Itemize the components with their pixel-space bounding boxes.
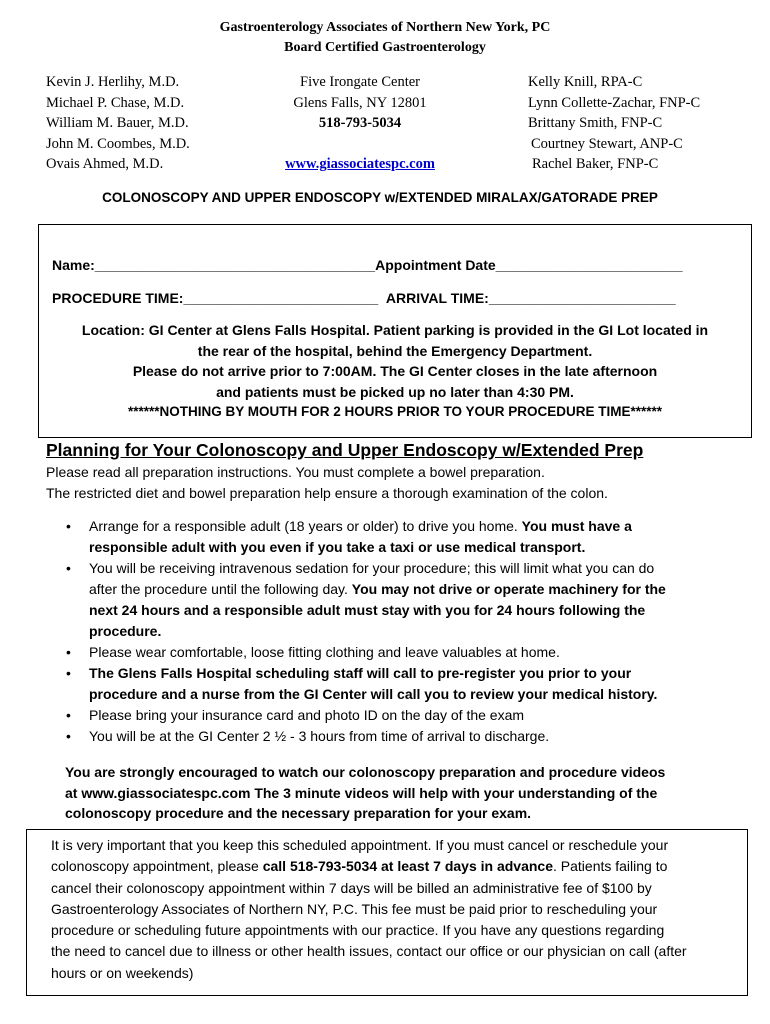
instruction-list bbox=[66, 516, 726, 747]
bullet-icon: • bbox=[66, 728, 71, 744]
bullet-icon: • bbox=[66, 560, 71, 576]
notice-text: It is very important that you keep this scheduled appointment. If you must cancel or reschedule your bbox=[51, 837, 669, 853]
instruction-item bbox=[66, 642, 726, 663]
notice-line bbox=[51, 856, 687, 877]
instruction-line bbox=[89, 600, 726, 621]
procedure-time-field[interactable]: _________________________ bbox=[183, 290, 379, 306]
instruction-text: Please wear comfortable, loose fitting clothing and leave valuables at home. bbox=[89, 644, 560, 660]
instruction-text: You will be receiving intravenous sedation for your procedure; this will limit what you can do bbox=[89, 560, 655, 576]
name-row bbox=[52, 257, 683, 273]
procedure-time-label: PROCEDURE TIME: bbox=[52, 290, 184, 306]
cancellation-notice bbox=[51, 835, 687, 984]
instruction-line bbox=[89, 684, 726, 705]
phone-number: 518-793-5034 bbox=[318, 115, 402, 131]
notice-text: Gastroenterology Associates of Northern NY, P.C. This fee must be paid prior to rescheduling your bbox=[51, 900, 658, 917]
instruction-text: next 24 hours and a responsible adult must stay with you for 24 hours following the bbox=[89, 602, 646, 618]
instruction-text: responsible adult with you even if you take a taxi or use medical transport. bbox=[89, 539, 586, 555]
instruction-item bbox=[66, 663, 726, 705]
address-line2: Glens Falls, NY 12801 bbox=[293, 94, 427, 111]
planning-title: Planning for Your Colonoscopy and Upper Endoscopy w/Extended Prep bbox=[46, 440, 644, 460]
name-field[interactable]: ____________________________________ bbox=[94, 257, 376, 273]
address-block bbox=[260, 72, 460, 175]
notice-text: the need to cancel due to illness or other health issues, contact our office or our physician on call (after bbox=[51, 943, 687, 960]
planning-intro bbox=[46, 462, 608, 504]
instruction-item bbox=[66, 558, 726, 642]
location-line: the rear of the hospital, behind the Emergency Department. bbox=[197, 342, 593, 359]
arrival-time-field[interactable]: ________________________ bbox=[488, 290, 676, 306]
video-notice bbox=[65, 762, 665, 824]
notice-text: cancel their colonoscopy appointment within 7 days will be billed an administrative fee of $100 by bbox=[51, 879, 652, 896]
location-line: Please do not arrive prior to 7:00AM. The GI Center closes in the late afternoon bbox=[132, 363, 658, 379]
practice-subtitle: Board Certified Gastroenterology bbox=[284, 40, 486, 55]
location-line: Location: GI Center at Glens Falls Hospital. Patient parking is provided in the GI Lot located in bbox=[81, 322, 709, 338]
physician-name: John M. Coombes, M.D. bbox=[46, 135, 190, 152]
bullet-icon: • bbox=[66, 518, 71, 534]
website-link[interactable]: www.giassociatespc.com bbox=[285, 156, 435, 172]
nothing-by-mouth-warning: ******NOTHING BY MOUTH FOR 2 HOURS PRIOR TO YOUR PROCEDURE TIME****** bbox=[127, 404, 663, 419]
practitioner-list bbox=[528, 72, 700, 175]
instruction-text: procedure. bbox=[89, 623, 162, 639]
instruction-line bbox=[89, 537, 726, 558]
practice-name: Gastroenterology Associates of Northern New York, PC bbox=[219, 20, 551, 35]
physician-name: Ovais Ahmed, M.D. bbox=[46, 156, 164, 172]
intro-line: Please read all preparation instructions. You must complete a bowel preparation. bbox=[46, 464, 545, 480]
notice-line bbox=[51, 963, 687, 984]
notice-text: procedure or scheduling future appointments with our practice. If you have any questions regarding bbox=[51, 922, 665, 939]
physician-name: William M. Bauer, M.D. bbox=[46, 115, 189, 131]
practitioner-name: Brittany Smith, FNP-C bbox=[528, 115, 663, 131]
instruction-item bbox=[66, 705, 726, 726]
arrival-time-label: ARRIVAL TIME: bbox=[385, 290, 489, 306]
notice-text: colonoscopy appointment, please bbox=[51, 858, 263, 875]
address-line1: Five Irongate Center bbox=[300, 74, 420, 90]
instruction-item bbox=[66, 516, 726, 558]
practitioner-name: Rachel Baker, FNP-C bbox=[532, 156, 659, 172]
video-line: You are strongly encouraged to watch our colonoscopy preparation and procedure videos bbox=[65, 764, 666, 780]
instruction-line bbox=[89, 663, 726, 684]
practitioner-name: Courtney Stewart, ANP-C bbox=[531, 135, 683, 152]
instruction-line bbox=[89, 642, 726, 663]
appointment-date-field[interactable]: ________________________ bbox=[495, 257, 683, 273]
instruction-line bbox=[89, 579, 726, 600]
name-label: Name: bbox=[52, 257, 95, 273]
instruction-text: Please bring your insurance card and photo ID on the day of the exam bbox=[89, 707, 525, 723]
instruction-text: The Glens Falls Hospital scheduling staff will call to pre-register you prior to your bbox=[89, 665, 632, 681]
instruction-text: You will be at the GI Center 2 ½ - 3 hours from time of arrival to discharge. bbox=[89, 728, 550, 744]
instruction-line bbox=[89, 726, 726, 747]
notice-line bbox=[51, 941, 687, 962]
instruction-line bbox=[89, 516, 726, 537]
bullet-icon: • bbox=[66, 665, 71, 681]
instruction-text: procedure and a nurse from the GI Center will call you to review your medical history. bbox=[89, 686, 658, 702]
location-line: and patients must be picked up no later than 4:30 PM. bbox=[216, 383, 574, 400]
notice-line bbox=[51, 899, 687, 920]
appointment-date-label: Appointment Date bbox=[375, 257, 496, 273]
bullet-icon: • bbox=[66, 707, 71, 723]
practitioner-name: Kelly Knill, RPA-C bbox=[528, 74, 643, 90]
instruction-text: after the procedure until the following day. bbox=[89, 581, 352, 597]
bullet-icon: • bbox=[66, 644, 71, 660]
location-info bbox=[40, 320, 750, 423]
notice-line bbox=[51, 835, 687, 856]
instruction-line bbox=[89, 621, 726, 642]
instruction-text: You may not drive or operate machinery for the bbox=[351, 581, 666, 597]
practitioner-name: Lynn Collette-Zachar, FNP-C bbox=[528, 94, 701, 111]
instruction-text: You must have a bbox=[521, 518, 632, 534]
time-row bbox=[52, 290, 676, 306]
video-line: colonoscopy procedure and the necessary preparation for your exam. bbox=[65, 805, 532, 821]
notice-text: call 518-793-5034 at least 7 days in advance bbox=[262, 858, 553, 875]
notice-line bbox=[51, 920, 687, 941]
physician-name: Michael P. Chase, M.D. bbox=[46, 94, 185, 111]
prep-title: COLONOSCOPY AND UPPER ENDOSCOPY w/EXTENDED MIRALAX/GATORADE PREP bbox=[102, 190, 658, 205]
intro-line: The restricted diet and bowel preparation help ensure a thorough examination of the colon. bbox=[46, 485, 608, 501]
instruction-text: Arrange for a responsible adult (18 years or older) to drive you home. bbox=[89, 518, 522, 534]
notice-text: hours or on weekends) bbox=[51, 964, 194, 981]
notice-text: . Patients failing to bbox=[553, 858, 668, 875]
notice-line bbox=[51, 878, 687, 899]
video-line: at www.giassociatespc.com The 3 minute videos will help with your understanding of the bbox=[65, 784, 658, 801]
instruction-item bbox=[66, 726, 726, 747]
instruction-line bbox=[89, 558, 726, 579]
physician-list bbox=[46, 72, 190, 175]
physician-name: Kevin J. Herlihy, M.D. bbox=[46, 74, 180, 90]
instruction-line bbox=[89, 705, 726, 726]
